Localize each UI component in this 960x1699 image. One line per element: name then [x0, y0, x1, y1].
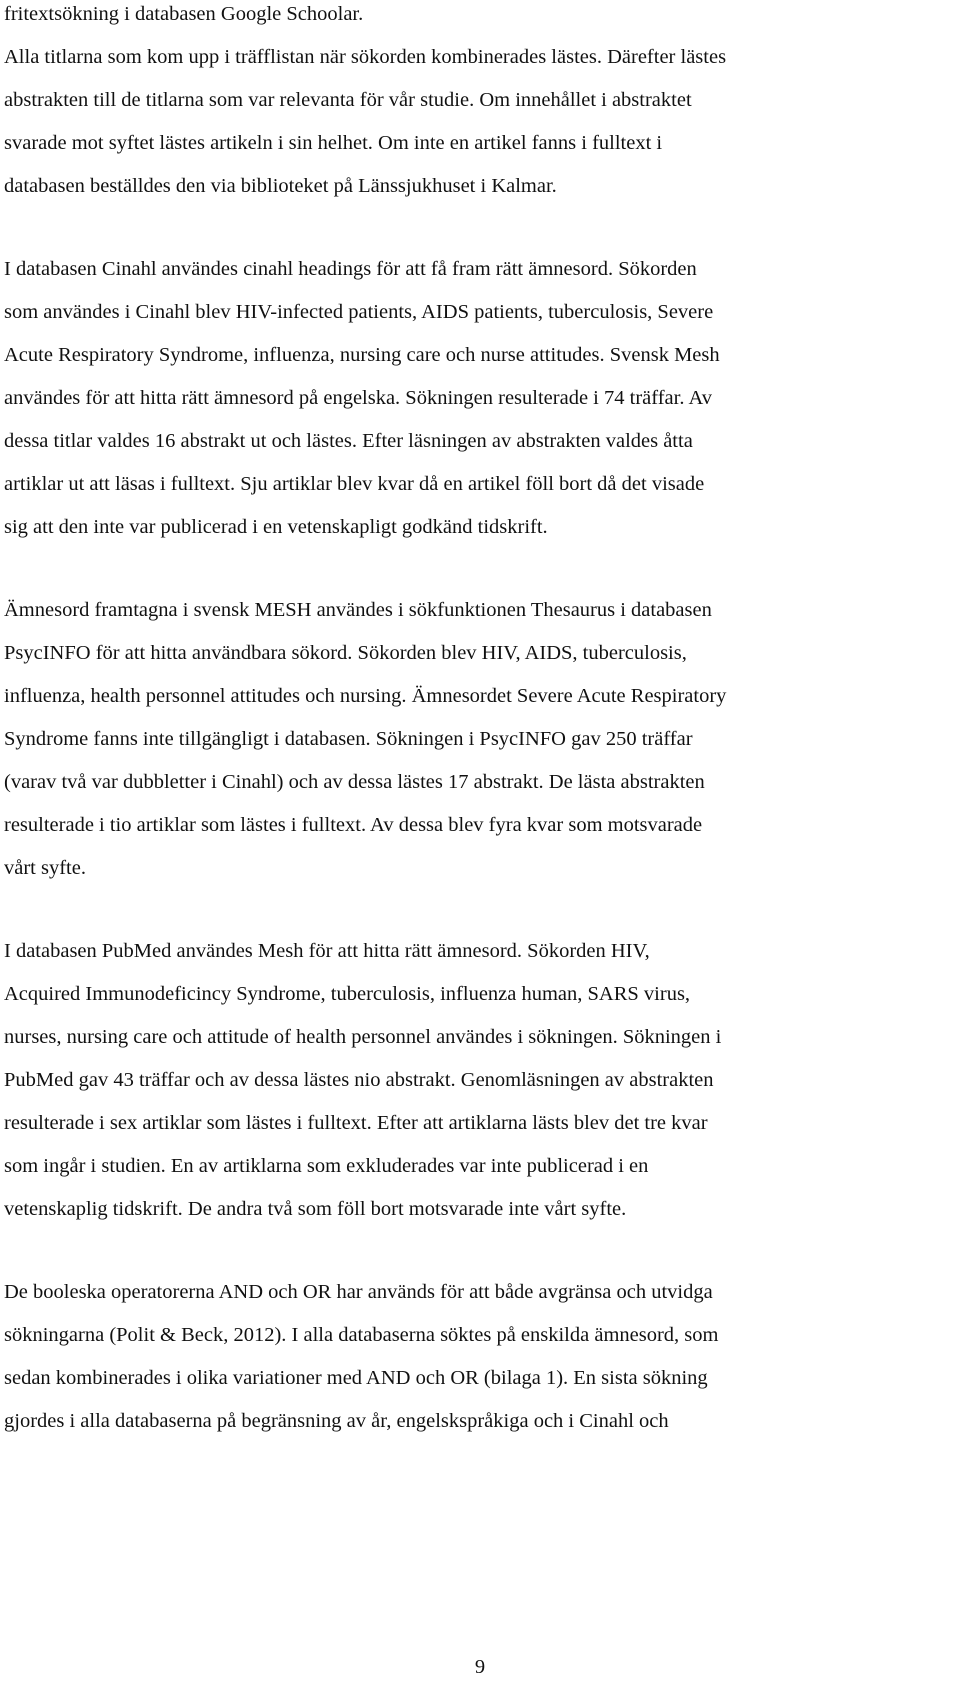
text-line: dessa titlar valdes 16 abstrakt ut och lästes. Efter läsningen av abstrakten valdes åtta — [4, 430, 693, 452]
text-line: vetenskaplig tidskrift. De andra två som föll bort motsvarade inte vårt syfte. — [4, 1198, 627, 1220]
text-line: vårt syfte. — [4, 857, 86, 879]
text-line: som ingår i studien. En av artiklarna som exkluderades var inte publicerad i en — [4, 1155, 649, 1177]
text-line: PsycINFO för att hitta användbara sökord. Sökorden blev HIV, AIDS, tuberculosis, — [4, 642, 687, 664]
text-line: sökningarna (Polit & Beck, 2012). I alla databaserna söktes på enskilda ämnesord, som — [4, 1324, 719, 1346]
text-line: Alla titlarna som kom upp i träfflistan när sökorden kombinerades lästes. Därefter lästes — [4, 46, 727, 68]
text-line: nurses, nursing care och attitude of health personnel användes i sökningen. Sökningen i — [4, 1026, 722, 1048]
text-line: PubMed gav 43 träffar och av dessa lästes nio abstrakt. Genomläsningen av abstrakten — [4, 1069, 714, 1091]
text-line: De booleska operatorerna AND och OR har används för att både avgränsa och utvidga — [4, 1281, 713, 1303]
text-line: sig att den inte var publicerad i en vetenskapligt godkänd tidskrift. — [4, 516, 548, 538]
text-line: databasen beställdes den via biblioteket på Länssjukhuset i Kalmar. — [4, 175, 557, 197]
text-line: abstrakten till de titlarna som var relevanta för vår studie. Om innehållet i abstraktet — [4, 89, 692, 111]
text-line: (varav två var dubbletter i Cinahl) och av dessa lästes 17 abstrakt. De lästa abstrakten — [4, 771, 705, 793]
text-line: resulterade i sex artiklar som lästes i fulltext. Efter att artiklarna lästs blev det tre kvar — [4, 1112, 708, 1134]
text-line: som användes i Cinahl blev HIV-infected patients, AIDS patients, tuberculosis, Severe — [4, 301, 714, 323]
text-line: Acute Respiratory Syndrome, influenza, nursing care och nurse attitudes. Svensk Mesh — [4, 344, 720, 366]
text-line: svarade mot syftet lästes artikeln i sin helhet. Om inte en artikel fanns i fulltext i — [4, 132, 663, 154]
text-line: I databasen Cinahl användes cinahl headings för att få fram rätt ämnesord. Sökorden — [4, 258, 697, 280]
page-number: 9 — [474, 1656, 486, 1678]
text-line: resulterade i tio artiklar som lästes i fulltext. Av dessa blev fyra kvar som motsvarade — [4, 814, 703, 836]
text-line: Syndrome fanns inte tillgängligt i databasen. Sökningen i PsycINFO gav 250 träffar — [4, 728, 693, 750]
text-line: Acquired Immunodeficincy Syndrome, tuberculosis, influenza human, SARS virus, — [4, 983, 691, 1005]
text-line: fritextsökning i databasen Google Schoolar. — [4, 3, 364, 25]
text-line: gjordes i alla databaserna på begränsning av år, engelskspråkiga och i Cinahl och — [4, 1410, 669, 1432]
text-line: influenza, health personnel attitudes och nursing. Ämnesordet Severe Acute Respiratory — [4, 685, 727, 707]
text-line: Ämnesord framtagna i svensk MESH användes i sökfunktionen Thesaurus i databasen — [4, 599, 712, 621]
text-line: sedan kombinerades i olika variationer med AND och OR (bilaga 1). En sista sökning — [4, 1367, 708, 1389]
text-line: artiklar ut att läsas i fulltext. Sju artiklar blev kvar då en artikel föll bort då det visade — [4, 473, 705, 495]
text-line: I databasen PubMed användes Mesh för att hitta rätt ämnesord. Sökorden HIV, — [4, 940, 650, 962]
text-line: användes för att hitta rätt ämnesord på engelska. Sökningen resulterade i 74 träffar. Av — [4, 387, 712, 409]
